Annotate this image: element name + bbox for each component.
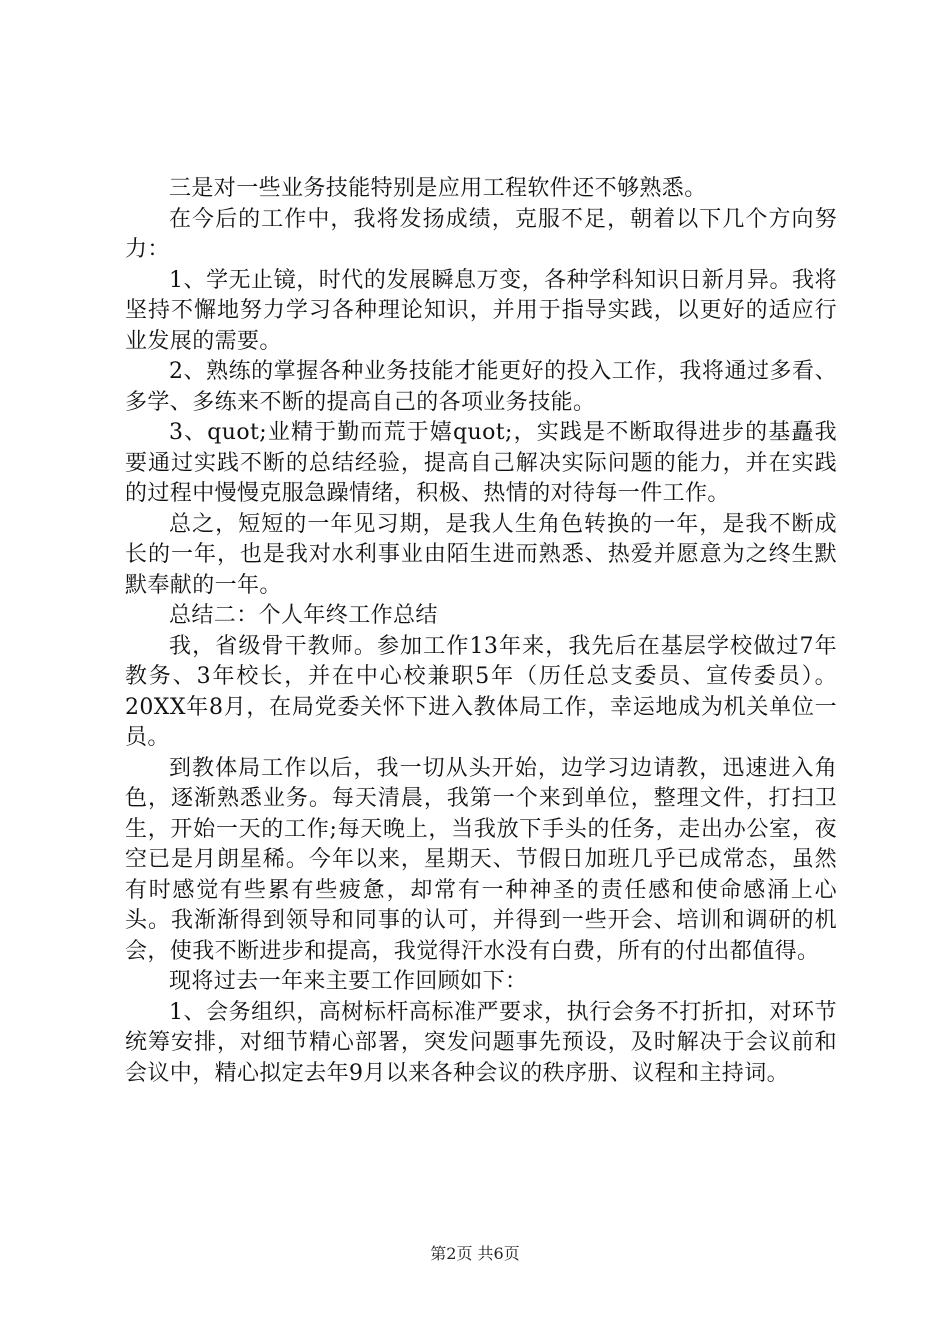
paragraph: 我，省级骨干教师。参加工作13年来，我先后在基层学校做过7年教务、3年校长，并在中心校兼职5年（历任总支委员、宣传委员）。20XX年8月，在局党委关怀下进入教体局工作，幸运地成为机关单位一员。 — [125, 633, 837, 750]
paragraph: 现将过去一年来主要工作回顾如下： — [169, 969, 528, 994]
paragraph: 三是对一些业务技能特别是应用工程软件还不够熟悉。 — [169, 176, 707, 201]
paragraph: 3、quot;业精于勤而荒于嬉quot;，实践是不断取得进步的基矗我要通过实践不断的总结经验，提高自己解决实际问题的能力，并在实践的过程中慢慢克服急躁情绪，积极、热情的对待每一件工作。 — [125, 420, 837, 506]
document-body — [125, 174, 837, 1089]
paragraph: 1、学无止镜，时代的发展瞬息万变，各种学科知识日新月异。我将坚持不懈地努力学习各种理论知识，并用于指导实践，以更好的适应行业发展的需要。 — [125, 267, 837, 354]
page-number-footer: 第2页 共6页 — [430, 1244, 520, 1263]
paragraph: 1、会务组织，高树标杆高标准严要求，执行会务不打折扣，对环节统筹安排，对细节精心部署，突发问题事先预设，及时解决于会议前和会议中，精心拟定去年9月以来各种会议的秩序册、议程和主持词。 — [125, 999, 837, 1086]
section-heading: 总结二：个人年终工作总结 — [169, 603, 438, 628]
paragraph: 到教体局工作以后，我一切从头开始，边学习边请教，迅速进入角色，逐渐熟悉业务。每天清晨，我第一个来到单位，整理文件，打扫卫生，开始一天的工作;每天晚上，当我放下手头的任务，走出办公室，夜空已是月朗星稀。今年以来，星期天、节假日加班几乎已成常态，虽然有时感觉有些累有些疲惫，却常有一种神圣的责任感和使命感涌上心头。我渐渐得到领导和同事的认可，并得到一些开会、培训和调研的机会，使我不断进步和提高，我觉得汗水没有白费，所有的付出都值得。 — [125, 755, 837, 964]
paragraph: 在今后的工作中，我将发扬成绩，克服不足，朝着以下几个方向努力： — [125, 206, 837, 262]
paragraph: 总之，短短的一年见习期，是我人生角色转换的一年，是我不断成长的一年，也是我对水利事业由陌生进而熟悉、热爱并愿意为之终生默默奉献的一年。 — [125, 511, 837, 598]
paragraph: 2、熟练的掌握各种业务技能才能更好的投入工作，我将通过多看、多学、多练来不断的提高自己的各项业务技能。 — [125, 359, 837, 415]
